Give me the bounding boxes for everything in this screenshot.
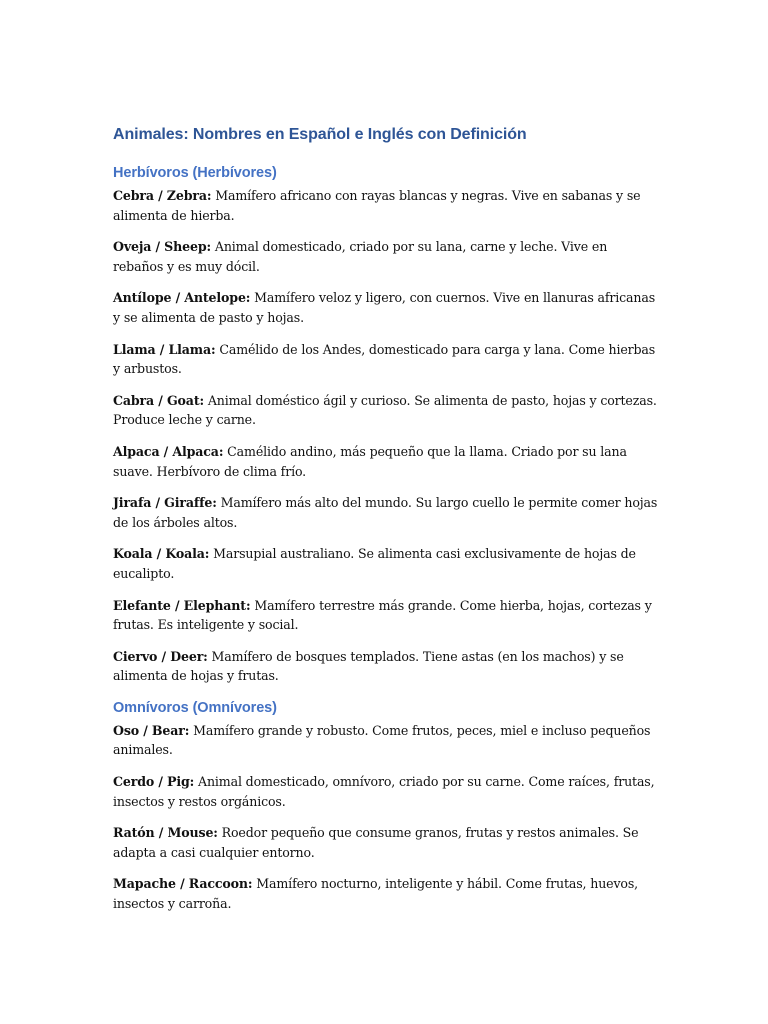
entry-term: Koala / Koala: bbox=[113, 546, 210, 562]
entry-pig bbox=[113, 772, 658, 811]
entry-definition: Mamífero nocturno, inteligente y hábil. Come frutas, huevos, insectos y carroña. bbox=[113, 876, 639, 912]
entry-definition: Roedor pequeño que consume granos, frutas y restos animales. Se adapta a casi cualquier entorno. bbox=[113, 825, 639, 860]
entry-definition: Camélido andino, más pequeño que la llama. Criado por su lana suave. Herbívoro de clima frío. bbox=[113, 443, 627, 479]
entry-definition: Mamífero grande y robusto. Come frutos, peces, miel e incluso pequeños animales. bbox=[113, 722, 651, 758]
entry-elephant bbox=[113, 596, 658, 635]
entry-mouse bbox=[113, 823, 658, 862]
document-page bbox=[113, 124, 658, 926]
entry-definition: Mamífero terrestre más grande. Come hierba, hojas, cortezas y frutas. Es inteligente y social. bbox=[113, 597, 652, 633]
entry-sheep bbox=[113, 237, 658, 276]
entry-deer bbox=[113, 647, 658, 686]
entry-zebra bbox=[113, 186, 658, 225]
entry-definition: Animal doméstico ágil y curioso. Se alimenta de pasto, hojas y cortezas. Produce leche y carne. bbox=[113, 392, 657, 428]
entry-definition: Marsupial australiano. Se alimenta casi exclusivamente de hojas de eucalipto. bbox=[113, 546, 636, 581]
entry-definition: Mamífero de bosques templados. Tiene astas (en los machos) y se alimenta de hojas y frutas. bbox=[113, 648, 624, 684]
entry-koala bbox=[113, 544, 658, 583]
entry-term: Jirafa / Giraffe: bbox=[113, 495, 217, 511]
entry-term: Alpaca / Alpaca: bbox=[113, 443, 224, 459]
entry-giraffe bbox=[113, 493, 658, 532]
entry-definition: Mamífero veloz y ligero, con cuernos. Vive en llanuras africanas y se alimenta de pasto y hojas. bbox=[113, 290, 656, 325]
entry-term: Elefante / Elephant: bbox=[113, 597, 251, 613]
entry-alpaca bbox=[113, 442, 658, 481]
entry-term: Mapache / Raccoon: bbox=[113, 876, 253, 892]
entry-term: Cabra / Goat: bbox=[113, 392, 204, 408]
entry-definition: Camélido de los Andes, domesticado para carga y lana. Come hierbas y arbustos. bbox=[113, 341, 656, 377]
entry-definition: Mamífero más alto del mundo. Su largo cuello le permite comer hojas de los árboles altos. bbox=[113, 495, 658, 530]
entry-term: Oveja / Sheep: bbox=[113, 239, 212, 255]
section-heading-omnivores: Omnívoros (Omnívores) bbox=[113, 699, 277, 716]
entry-antelope bbox=[113, 288, 658, 327]
entry-llama bbox=[113, 340, 658, 379]
section-heading-herbivores: Herbívoros (Herbívores) bbox=[113, 165, 277, 181]
entry-definition: Mamífero africano con rayas blancas y negras. Vive en sabanas y se alimenta de hierba. bbox=[113, 188, 641, 223]
section-herbivores bbox=[113, 163, 658, 686]
entry-bear bbox=[113, 721, 658, 760]
entry-term: Ratón / Mouse: bbox=[113, 825, 218, 841]
entry-term: Antílope / Antelope: bbox=[113, 290, 251, 306]
section-omnivores bbox=[113, 698, 658, 914]
entry-definition: Animal domesticado, criado por su lana, carne y leche. Vive en rebaños y es muy dócil. bbox=[113, 239, 608, 274]
entry-term: Cebra / Zebra: bbox=[113, 188, 212, 203]
document-title: Animales: Nombres en Español e Inglés con Definición bbox=[113, 126, 527, 143]
entry-goat bbox=[113, 391, 658, 430]
entry-term: Llama / Llama: bbox=[113, 341, 216, 357]
entry-raccoon bbox=[113, 874, 658, 913]
entry-term: Ciervo / Deer: bbox=[113, 648, 208, 664]
entry-term: Cerdo / Pig: bbox=[113, 774, 195, 790]
entry-definition: Animal domesticado, omnívoro, criado por su carne. Come raíces, frutas, insectos y restos orgánicos. bbox=[113, 774, 655, 809]
entry-term: Oso / Bear: bbox=[113, 722, 190, 738]
